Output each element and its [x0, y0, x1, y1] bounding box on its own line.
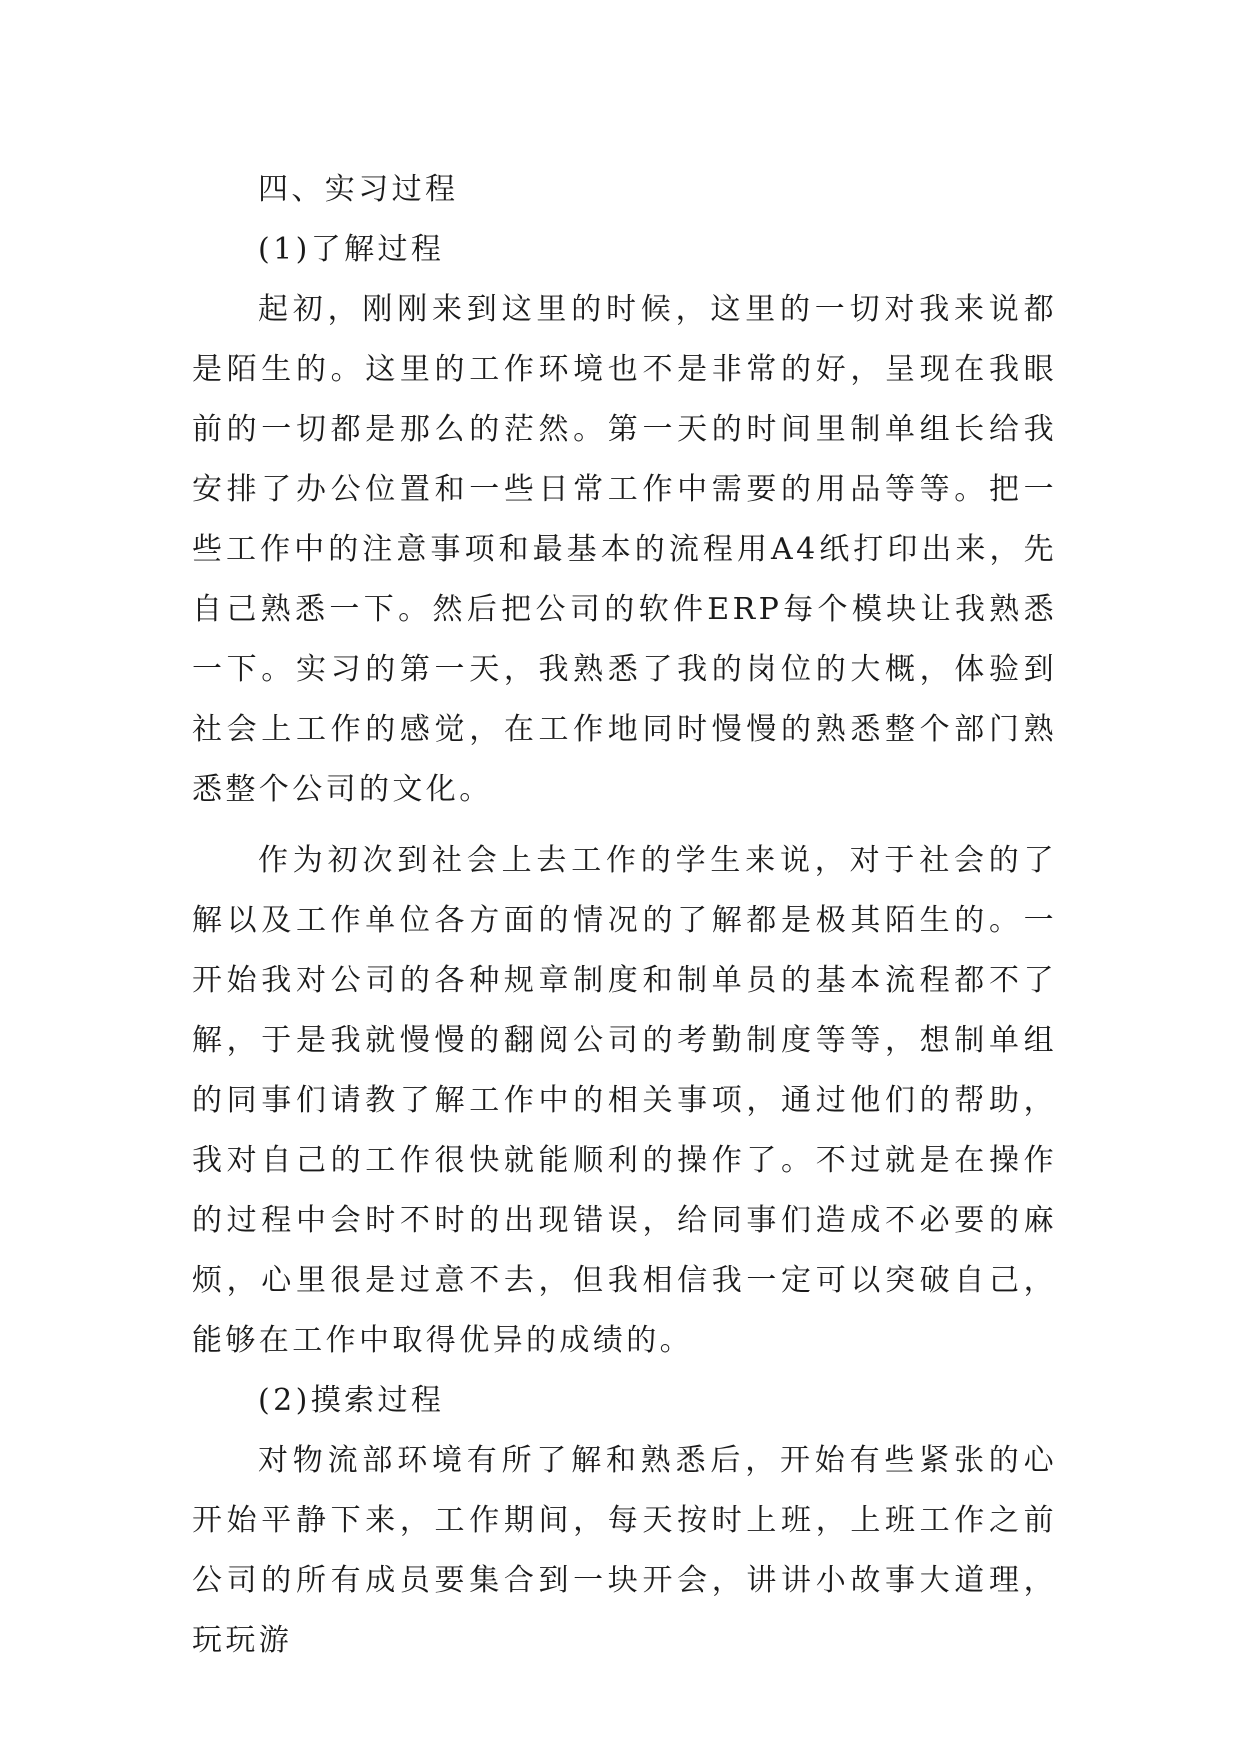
section-heading: 四、实习过程 [258, 172, 459, 207]
document-body [192, 160, 1057, 1671]
subheading-exploration-process: (2)摸索过程 [258, 1383, 445, 1418]
paragraph-as-new-student: 作为初次到社会上去工作的学生来说，对于社会的了解以及工作单位各方面的情况的了解都是极其陌生的。一开始我对公司的各种规章制度和制单员的基本流程都不了解，于是我就慢慢的翻阅公司的考勤制度等等，想制单组的同事们请教了解工作中的相关事项，通过他们的帮助，我对自己的工作很快就能顺利的操作了。不过就是在操作的过程中会时不时的出现错误，给同事们造成不必要的麻烦，心里很是过意不去，但我相信我一定可以突破自己，能够在工作中取得优异的成绩的。 [192, 843, 1057, 1358]
paragraph-logistics-department: 对物流部环境有所了解和熟悉后，开始有些紧张的心开始平静下来，工作期间，每天按时上班，上班工作之前公司的所有成员要集合到一块开会，讲讲小故事大道理，玩玩游 [192, 1443, 1057, 1658]
paragraph-first-days: 起初，刚刚来到这里的时候，这里的一切对我来说都是陌生的。这里的工作环境也不是非常的好，呈现在我眼前的一切都是那么的茫然。第一天的时间里制单组长给我安排了办公位置和一些日常工作中需要的用品等等。把一些工作中的注意事项和最基本的流程用A4纸打印出来，先自己熟悉一下。然后把公司的软件ERP每个模块让我熟悉一下。实习的第一天，我熟悉了我的岗位的大概，体验到社会上工作的感觉，在工作地同时慢慢的熟悉整个部门熟悉整个公司的文化。 [192, 292, 1057, 807]
subheading-understanding-process: (1)了解过程 [258, 232, 445, 267]
